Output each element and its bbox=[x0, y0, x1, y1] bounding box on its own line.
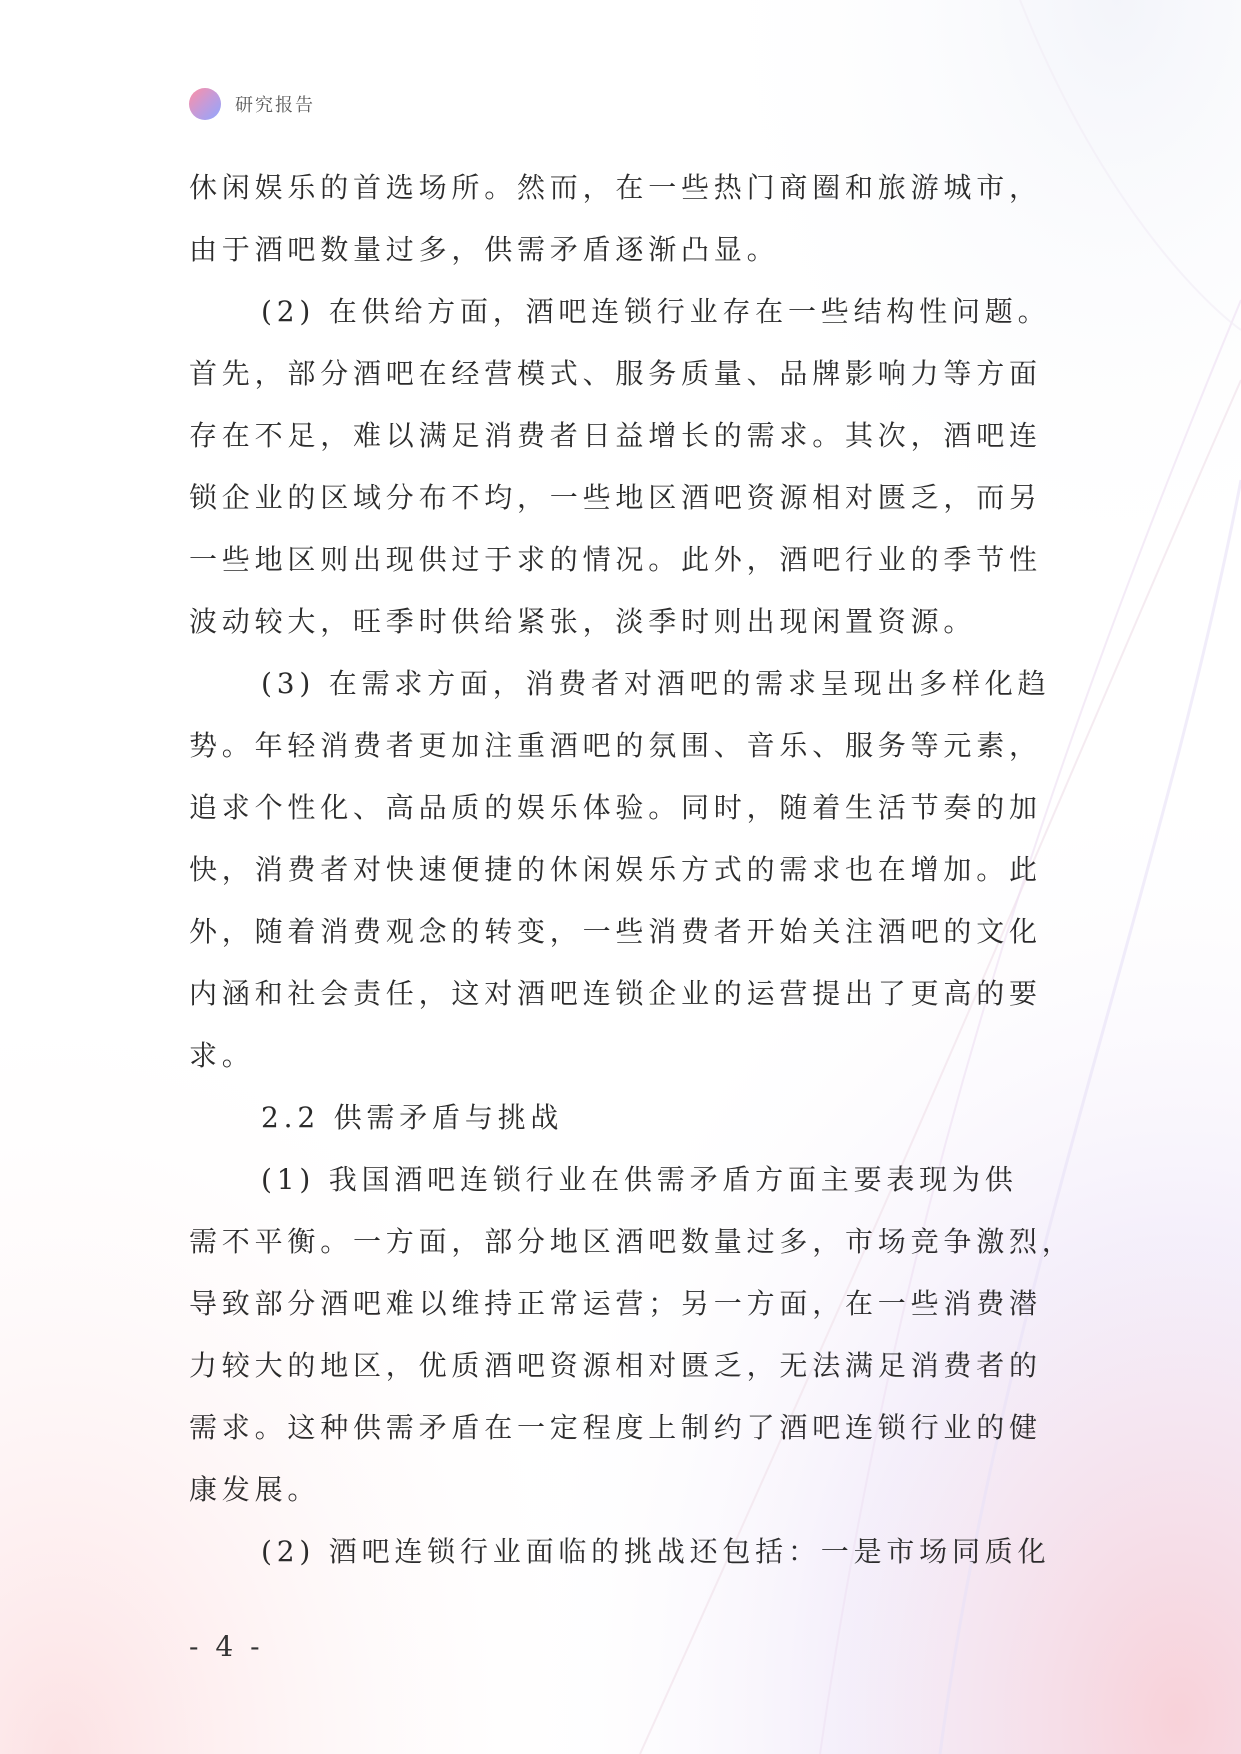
text-line: 首先，部分酒吧在经营模式、服务质量、品牌影响力等方面 bbox=[189, 357, 1042, 390]
header-title: 研究报告 bbox=[235, 95, 315, 116]
text-line: 波动较大，旺季时供给紧张，淡季时则出现闲置资源。 bbox=[189, 605, 977, 638]
text-line: 康发展。 bbox=[189, 1473, 321, 1506]
text-line: 锁企业的区域分布不均，一些地区酒吧资源相对匮乏，而另 bbox=[189, 481, 1042, 514]
paragraph-start: (1) 我国酒吧连锁行业在供需矛盾方面主要表现为供 bbox=[261, 1163, 1018, 1196]
text-line: 需不平衡。一方面，部分地区酒吧数量过多，市场竞争激烈， bbox=[189, 1225, 1075, 1258]
text-line: 存在不足，难以满足消费者日益增长的需求。其次，酒吧连 bbox=[189, 419, 1042, 452]
text-line: 外，随着消费观念的转变，一些消费者开始关注酒吧的文化 bbox=[189, 915, 1042, 948]
paragraph-start: (3) 在需求方面，消费者对酒吧的需求呈现出多样化趋 bbox=[261, 667, 1051, 700]
text-line: 导致部分酒吧难以维持正常运营；另一方面，在一些消费潜 bbox=[189, 1287, 1042, 1320]
paragraph-start: (2) 在供给方面，酒吧连锁行业存在一些结构性问题。 bbox=[261, 295, 1051, 328]
document-body bbox=[189, 157, 1075, 1583]
section-heading: 2.2 供需矛盾与挑战 bbox=[261, 1101, 564, 1134]
paragraph-start: (2) 酒吧连锁行业面临的挑战还包括：一是市场同质化 bbox=[261, 1535, 1051, 1568]
page-number: - 4 - bbox=[189, 1630, 264, 1663]
text-line: 需求。这种供需矛盾在一定程度上制约了酒吧连锁行业的健 bbox=[189, 1411, 1042, 1444]
report-header bbox=[189, 88, 315, 120]
text-line: 追求个性化、高品质的娱乐体验。同时，随着生活节奏的加 bbox=[189, 791, 1042, 824]
text-line: 快，消费者对快速便捷的休闲娱乐方式的需求也在增加。此 bbox=[189, 853, 1042, 886]
text-line: 一些地区则出现供过于求的情况。此外，酒吧行业的季节性 bbox=[189, 543, 1042, 576]
text-line: 由于酒吧数量过多，供需矛盾逐渐凸显。 bbox=[189, 233, 780, 266]
text-line: 势。年轻消费者更加注重酒吧的氛围、音乐、服务等元素， bbox=[189, 729, 1042, 762]
text-line: 休闲娱乐的首选场所。然而，在一些热门商圈和旅游城市， bbox=[189, 171, 1042, 204]
text-line: 力较大的地区，优质酒吧资源相对匮乏，无法满足消费者的 bbox=[189, 1349, 1042, 1382]
logo-icon bbox=[189, 88, 221, 120]
text-line: 求。 bbox=[189, 1039, 255, 1072]
text-line: 内涵和社会责任，这对酒吧连锁企业的运营提出了更高的要 bbox=[189, 977, 1042, 1010]
